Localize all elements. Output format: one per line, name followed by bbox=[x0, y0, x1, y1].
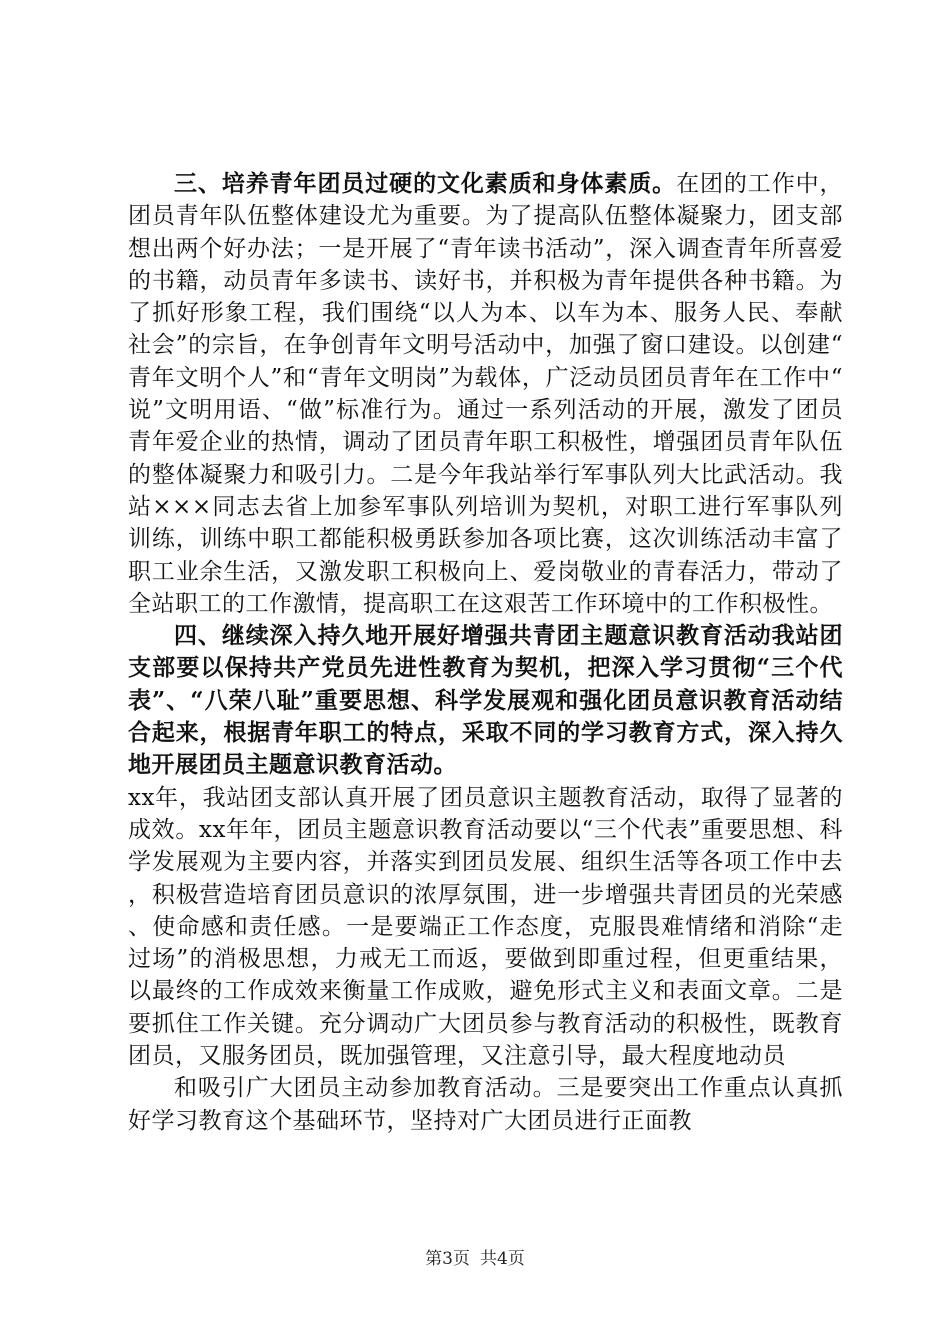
page-total: 共4页 bbox=[480, 1249, 525, 1269]
page-number: 第3页 bbox=[425, 1249, 470, 1269]
section-3-text: 在团的工作中，团员青年队伍整体建设尤为重要。为了提高队伍整体凝聚力，团支部想出两个好办法；一是开展了“青年读书活动”，深入调查青年所喜爱的书籍，动员青年多读书、读好书，并积极为青年提供各种书籍。为了抓好形象工程，我们围绕“以人为本、以车为本、服务人民、奉献社会”的宗旨，在争创青年文明号活动中，加强了窗口建设。以创建“青年文明个人”和“青年文明岗”为载体，广泛动员团员青年在工作中“说”文明用语、“做”标准行为。通过一系列活动的开展，激发了团员青年爱企业的热情，调动了团员青年职工积极性，增强团员青年队伍的整体凝聚力和吸引力。二是今年我站举行军事队列大比武活动。我站×××同志去省上加参军事队列培训为契机，对职工进行军事队列训练，训练中职工都能积极勇跃参加各项比赛，这次训练活动丰富了职工业余生活，又激发职工积极向上、爱岗敬业的青春活力，带动了全站职工的工作激情，提高职工在这艰苦工作环境中的工作积极性。 bbox=[128, 171, 844, 617]
page-footer bbox=[0, 1244, 950, 1269]
paragraph-section-3 bbox=[128, 168, 843, 620]
paragraph-section-4-text: xx年，我站团支部认真开展了团员意识主题教育活动，取得了显著的成效。xx年年，团员主题意识教育活动要以“三个代表”重要思想、科学发展观为主要内容，并落实到团员发展、组织生活等各项工作中去，积极营造培育团员意识的浓厚氛围，进一步增强共青团员的光荣感、使命感和责任感。一是要端正工作态度，克服畏难情绪和消除“走过场”的消极思想，力戒无工而返，要做到即重过程，但更重结果，以最终的工作成效来衡量工作成败，避免形式主义和表面文章。二是要抓住工作关键。充分调动广大团员参与教育活动的积极性，既教育团员，又服务团员，既加强管理，又注意引导，最大程度地动员 bbox=[128, 784, 843, 1070]
paragraph-section-4-heading: 四、继续深入持久地开展好增强共青团主题意识教育活动我站团支部要以保持共产党员先进性教育为契机，把深入学习贯彻“三个代表”、“八荣八耻”重要思想、科学发展观和强化团员意识教育活动结合起来，根据青年职工的特点，采取不同的学习教育方式，深入持久地开展团员主题意识教育活动。 bbox=[128, 622, 843, 779]
paragraph-continuation: 和吸引广大团员主动参加教育活动。三是要突出工作重点认真抓好学习教育这个基础环节，坚持对广大团员进行正面教 bbox=[128, 1075, 843, 1134]
document-body bbox=[128, 168, 843, 1137]
section-3-heading: 三、培养青年团员过硬的文化素质和身体素质。 bbox=[174, 170, 677, 197]
